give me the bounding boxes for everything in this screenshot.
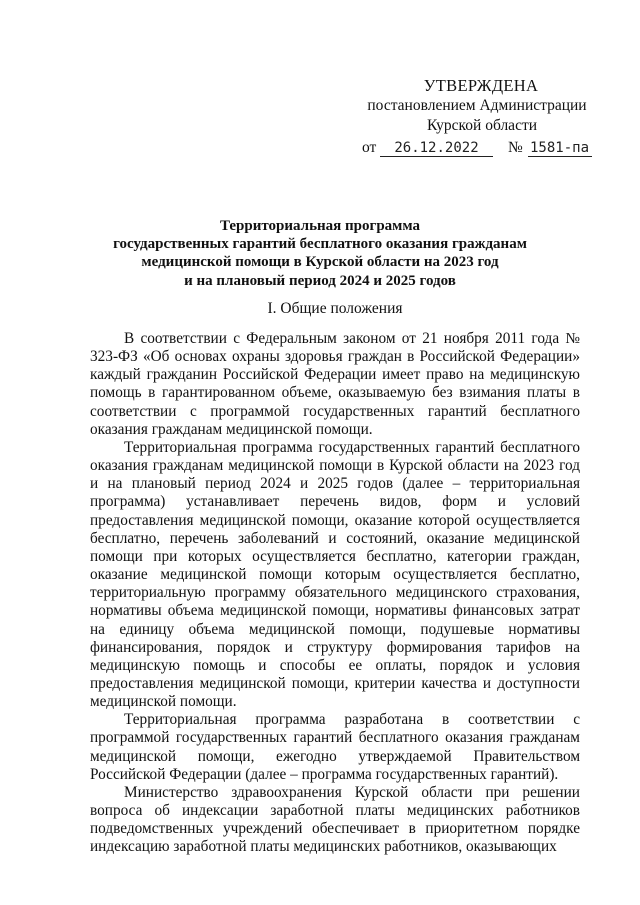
decree-number-label: № [508,139,523,156]
paragraph-3: Территориальная программа разработана в соответствии с программой государственных гарантий бесплатного оказания гражданам медицинской помощи, ежегодно утверждаемой Правительством Российской Федерации (далее – программа государственных гарантий). [90,711,580,783]
title-line-2: государственных гарантий бесплатного оказания гражданам [113,236,527,253]
document-title [100,217,540,290]
title-line-3: медицинской помощи в Курской области на 2023 год [141,254,499,271]
title-line-4: и на плановый период 2024 и 2025 годов [184,272,456,289]
section-heading: I. Общие положения [267,300,403,317]
approval-line-1: постановлением Администрации [367,97,587,114]
document-body [90,330,580,857]
decree-date: 26.12.2022 [394,140,479,156]
approval-title: УТВЕРЖДЕНА [423,76,539,95]
paragraph-1: В соответствии с Федеральным законом от 21 ноября 2011 года № 323-ФЗ «Об основах охраны здоровья граждан в Российской Федерации» каждый гражданин Российской Федерации имеет право на медицинскую помощь в гарантированном объеме, оказываемую без взимания платы в соответствии с программой государственных гарантий бесплатного оказания гражданам медицинской помощи. [90,330,580,438]
approval-line-2: Курской области [426,117,538,134]
decree-number-underline [528,156,592,157]
decree-number: 1581-па [530,140,590,156]
decree-reference [362,139,594,161]
paragraph-4: Министерство здравоохранения Курской области при решении вопроса об индексации заработной платы медицинских работников подведомственных учреждений обеспечивает в приоритетном порядке индексацию заработной платы медицинских работников, оказывающих [90,783,580,856]
paragraph-2: Территориальная программа государственных гарантий бесплатного оказания гражданам медицинской помощи в Курской области на 2023 год и на плановый период 2024 и 2025 годов (далее – территориальная программа) устанавливает перечень видов, форм и условий предоставления медицинской помощи, оказание которой осуществляется бесплатно, перечень заболеваний и состояний, оказание медицинской помощи при которых осуществляется бесплатно, категории граждан, оказание медицинской помощи которым осуществляется бесплатно, территориальную программу обязательного медицинского страхования, нормативы объема медицинской помощи, нормативы финансовых затрат на единицу объема медицинской помощи, подушевые нормативы финансирования, порядок и структуру формирования тарифов на медицинскую помощь и способы ее оплаты, порядок и условия предоставления медицинской помощи, критерии качества и доступности медицинской помощи. [90,438,580,711]
title-line-1: Территориальная программа [219,218,421,234]
approval-stamp [362,76,592,136]
decree-from-label: от [362,139,377,156]
decree-date-underline [380,156,493,157]
